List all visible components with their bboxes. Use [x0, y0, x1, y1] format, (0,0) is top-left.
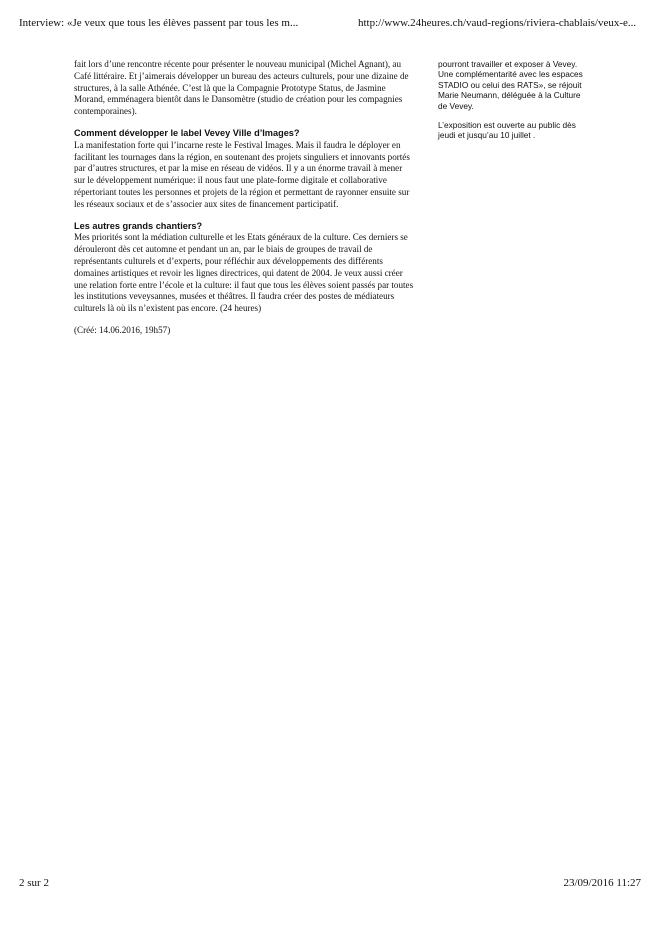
- sidebar-column: [438, 59, 588, 150]
- page-title-header: Interview: «Je veux que tous les élèves passent par tous les m...: [19, 17, 299, 29]
- page-number: 2 sur 2: [19, 877, 49, 889]
- sidebar-paragraph: L’exposition est ouverte au public dès jeudi et jusqu’au 10 juillet .: [438, 120, 576, 141]
- article-paragraph: fait lors d’une rencontre récente pour présenter le nouveau municipal (Michel Agnant), au Café littéraire. Et j’aimerais développer un bureau des acteurs culturels, pour une dizaine de structures, à la salle Athénée. C’est là que la Compagnie Prototype Status, de Jasmine Morand, emménagera bientôt dans le Dansomètre (studio de création pour les compagnies contemporaines).: [74, 59, 409, 117]
- article-body: [74, 59, 414, 347]
- sidebar-paragraph: pourront travailler et exposer à Vevey. Une complémentarité avec les espaces STADIO ou celui des RATS», se réjouit Marie Neumann, déléguée à la Culture de Vevey.: [438, 59, 583, 111]
- interview-answer: La manifestation forte qui l’incarne reste le Festival Images. Mais il faudra le déployer en facilitant les tournages dans la région, en soutenant des projets singuliers et innovants portés par d’autres structures, et par la mise en réseau de vidéos. Il y a un énorme travail à mener sur le développement numérique: il nous faut une plate-forme digitale et collaborative répertoriant toutes les personnes et projets de la région et permettant de rayonner ensuite sur les réseaux sociaux et de s’associer aux sites de financement participatif.: [74, 139, 410, 209]
- page-url-header: http://www.24heures.ch/vaud-regions/riviera-chablais/veux-e...: [358, 17, 637, 29]
- interview-question: Comment développer le label Vevey Ville d’Images?: [74, 127, 300, 138]
- interview-answer: Mes priorités sont la médiation culturelle et les Etats généraux de la culture. Ces derniers se dérouleront dès cet automne et pendant un an, par le biais de groupes de travail de représentants culturels et d’experts, pour réfléchir aux développements des différents domaines artistiques et revoir les lignes directrices, qui datent de 2004. Je veux aussi créer une relation forte entre l’école et la culture: il faut que tous les élèves soient passés par toutes les institutions veveysannes, musées et théâtres. Il faudra créer des postes de médiateurs culturels là où ils n’existent pas encore. (24 heures): [74, 232, 414, 314]
- print-datetime: 23/09/2016 11:27: [563, 877, 641, 889]
- created-date: (Créé: 14.06.2016, 19h57): [74, 324, 171, 335]
- interview-question: Les autres grands chantiers?: [74, 220, 203, 231]
